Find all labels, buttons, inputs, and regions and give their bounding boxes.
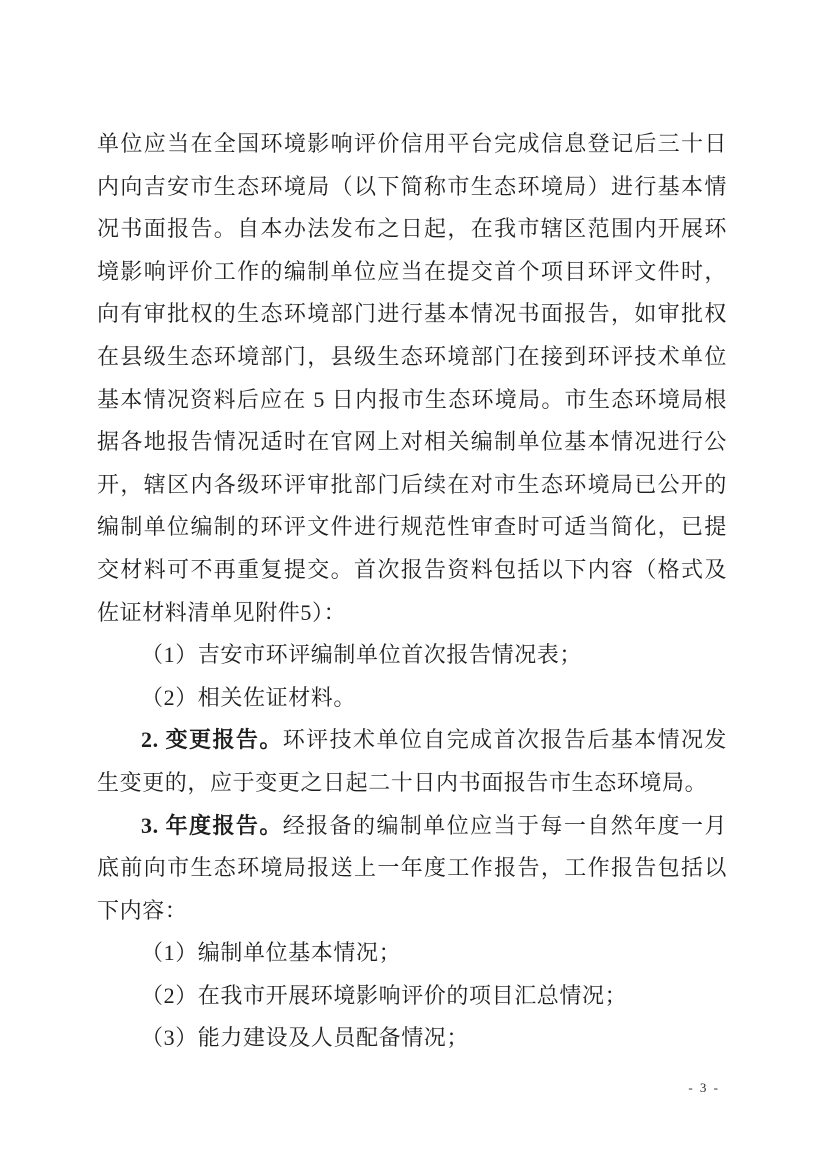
change-report-heading: 2. 变更报告。	[141, 727, 283, 753]
list-item-text: （2）在我市开展环境影响评价的项目汇总情况；	[141, 982, 628, 1008]
list-item-annual-report-3	[97, 1017, 727, 1060]
paragraph-text: 经报备的编制单位应当于每一自然年度一月底前向市生态环境局报送上一年度工作报告，工作报告包括以下内容：	[97, 812, 727, 923]
paragraph-text: 环评技术单位自完成首次报告后基本情况发生变更的，应于变更之日起二十日内书面报告市生态环境局。	[97, 727, 727, 795]
list-item-first-report-2	[97, 677, 727, 720]
paragraph-text: 单位应当在全国环境影响评价信用平台完成信息登记后三十日内向吉安市生态环境局（以下简称市生态环境局）进行基本情况书面报告。自本办法发布之日起，在我市辖区范围内开展环境影响评价工作的编制单位应当在提交首个项目环评文件时，向有审批权的生态环境部门进行基本情况书面报告，如审批权在县级生态环境部门，县级生态环境部门在接到环评技术单位基本情况资料后应在 5 日内报市生态环境局。市生态环境局根据各地报告情况适时在官网上对相关编制单位基本情况进行公开，辖区内各级环评审批部门后续在对市生态环境局已公开的编制单位编制的环评文件进行规范性审查时可适当简化，已提交材料可不再重复提交。首次报告资料包括以下内容（格式及佐证材料清单见附件5）：	[97, 131, 727, 625]
paragraph-change-report	[97, 719, 727, 804]
list-item-annual-report-2	[97, 975, 727, 1018]
page-number: - 3 -	[688, 1080, 720, 1095]
list-item-text: （3）能力建设及人员配备情况；	[141, 1025, 470, 1051]
list-item-text: （1）吉安市环评编制单位首次报告情况表；	[141, 642, 583, 668]
list-item-annual-report-1	[97, 932, 727, 975]
list-item-text: （2）相关佐证材料。	[141, 684, 357, 710]
annual-report-heading: 3. 年度报告。	[141, 812, 283, 838]
paragraph-first-report-continuation	[97, 123, 727, 634]
paragraph-annual-report	[97, 805, 727, 933]
list-item-text: （1）编制单位基本情况；	[141, 940, 402, 966]
document-body-text	[97, 123, 727, 1060]
list-item-first-report-1	[97, 634, 727, 677]
